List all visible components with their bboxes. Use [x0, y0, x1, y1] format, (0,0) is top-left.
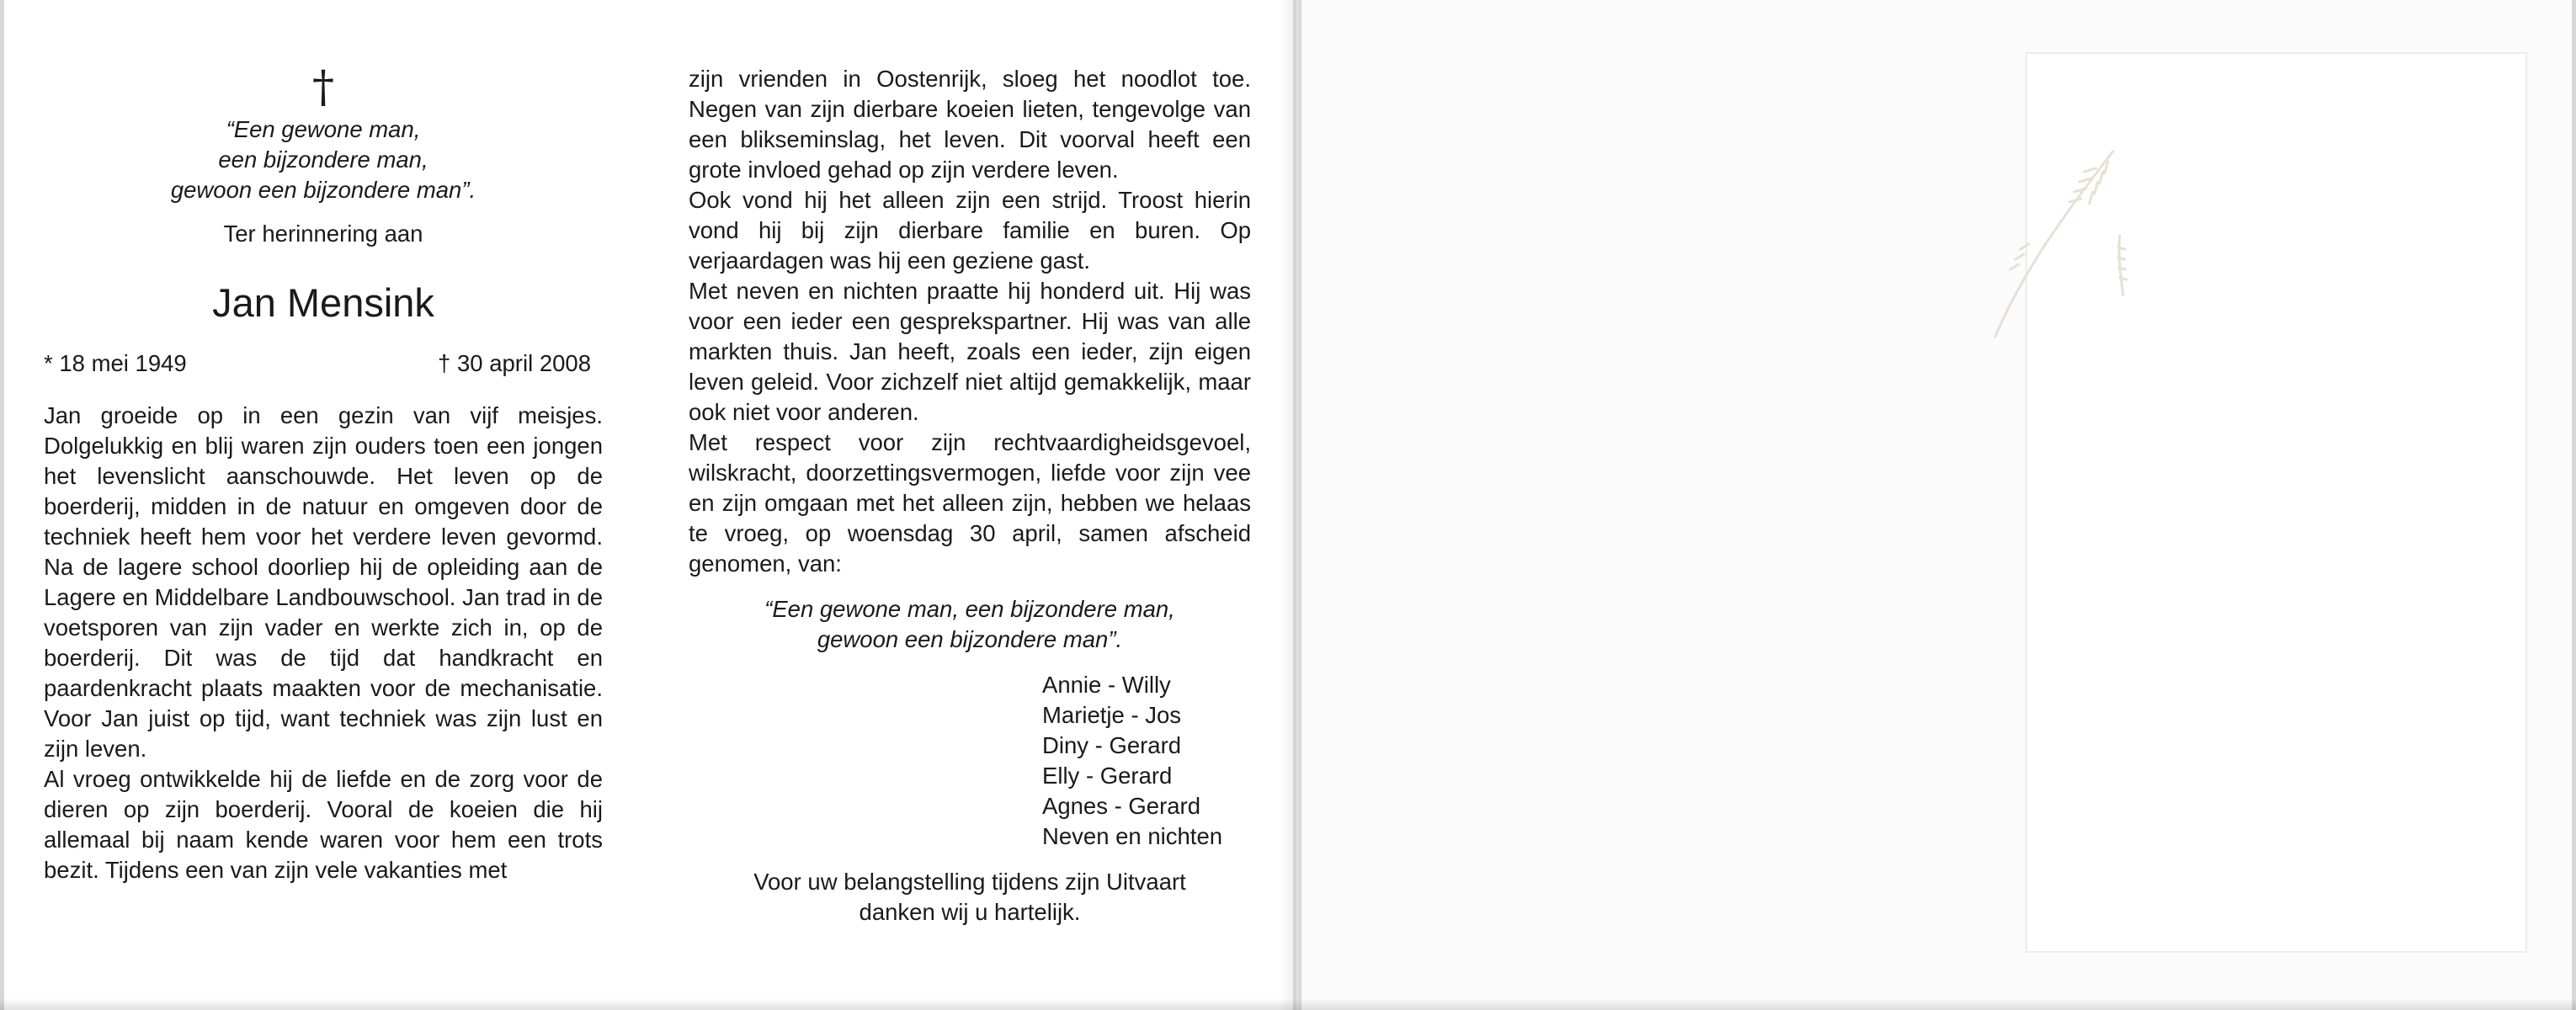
biography-paragraph: zijn vrienden in Oostenrijk, sloeg het noodlot toe. Negen van zijn dierbare koeien lieten, tengevolge van een blikseminslag, het leven. Dit voorval heeft een grote invloed gehad op zijn verdere leven. — [689, 66, 1251, 183]
family-member: Marietje - Jos — [1042, 702, 1182, 728]
card-bottom-edge — [0, 998, 2576, 1010]
card-fold-shadow — [1280, 0, 1301, 1010]
closing-quote — [689, 594, 1251, 655]
left-column — [44, 64, 603, 885]
biography-paragraph: Ook vond hij het alleen zijn een strijd. Troost hierin vond hij bij zijn dierbare familie en buren. Op verjaardagen was hij een geziene gast. — [689, 187, 1251, 274]
birth-date: * 18 mei 1949 — [44, 350, 187, 376]
closing-quote-line: “Een gewone man, een bijzondere man, — [764, 596, 1175, 622]
family-member: Neven en nichten — [1042, 823, 1223, 849]
card-fold-line — [1293, 0, 1296, 1010]
opening-quote-line: een bijzondere man, — [218, 146, 428, 173]
death-date: † 30 april 2008 — [438, 350, 591, 376]
cross-icon: † — [312, 62, 334, 113]
thanks-message — [689, 867, 1251, 928]
family-member: Agnes - Gerard — [1042, 793, 1201, 819]
closing-quote-line: gewoon een bijzondere man”. — [817, 626, 1123, 652]
right-column — [689, 64, 1251, 928]
family-list — [1042, 670, 1251, 852]
biography-paragraph: Met neven en nichten praatte hij honderd uit. Hij was voor een ieder een gesprekspartner. Hij was van alle markten thuis. Jan heeft, zoals een ieder, zijn eigen leven geleid. Voor zichzelf niet altijd gemakkelijk, maar ook niet voor anderen. — [689, 278, 1251, 425]
biography-paragraph: Jan groeide op in een gezin van vijf meisjes. Dolgelukkig en blij waren zijn ouders toen een jongen het levenslicht aanschouwde. Het leven op de boerderij, midden in de natuur en omgeven door de techniek heeft hem voor het verdere leven gevormd. Na de lagere school doorliep hij de opleiding aan de Lagere en Middelbare Landbouwschool. Jan trad in de voetsporen van zijn vader en werkte zich in, op de boerderij. Dit was de tijd dat handkracht en paardenkracht plaats maakten voor de mechanisatie. Voor Jan juist op tijd, want techniek was zijn lust en zijn leven. — [44, 402, 603, 762]
family-member: Diny - Gerard — [1042, 732, 1182, 758]
card-right-edge — [2572, 0, 2576, 1010]
life-dates — [44, 348, 603, 379]
family-member: Annie - Willy — [1042, 672, 1171, 698]
opening-quote — [44, 114, 603, 205]
biography-paragraph: Al vroeg ontwikkelde hij de liefde en de zorg voor de dieren op zijn boerderij. Vooral de koeien die hij allemaal bij naam kende waren voor hem een trots bezit. Tijdens een van zijn vele vakanties met — [44, 766, 603, 883]
biography-left — [44, 401, 603, 885]
biography-right — [689, 64, 1251, 579]
opening-quote-line: “Een gewone man, — [226, 116, 421, 142]
opening-quote-line: gewoon een bijzondere man”. — [170, 177, 476, 203]
deceased-name: Jan Mensink — [212, 280, 434, 325]
biography-paragraph: Met respect voor zijn rechtvaardigheidsgevoel, wilskracht, doorzettingsvermogen, liefde voor zijn vee en zijn omgaan met het alleen zijn, hebben we helaas te vroeg, op woensdag 30 april, samen afscheid genomen, van: — [689, 429, 1251, 577]
card-left-edge — [0, 0, 4, 1010]
in-memory-of: Ter herinnering aan — [223, 221, 423, 247]
family-member: Elly - Gerard — [1042, 763, 1173, 789]
thanks-line: danken wij u hartelijk. — [859, 899, 1081, 925]
thanks-line: Voor uw belangstelling tijdens zijn Uitvaart — [753, 869, 1186, 895]
wheat-ornament-icon — [1970, 135, 2147, 354]
